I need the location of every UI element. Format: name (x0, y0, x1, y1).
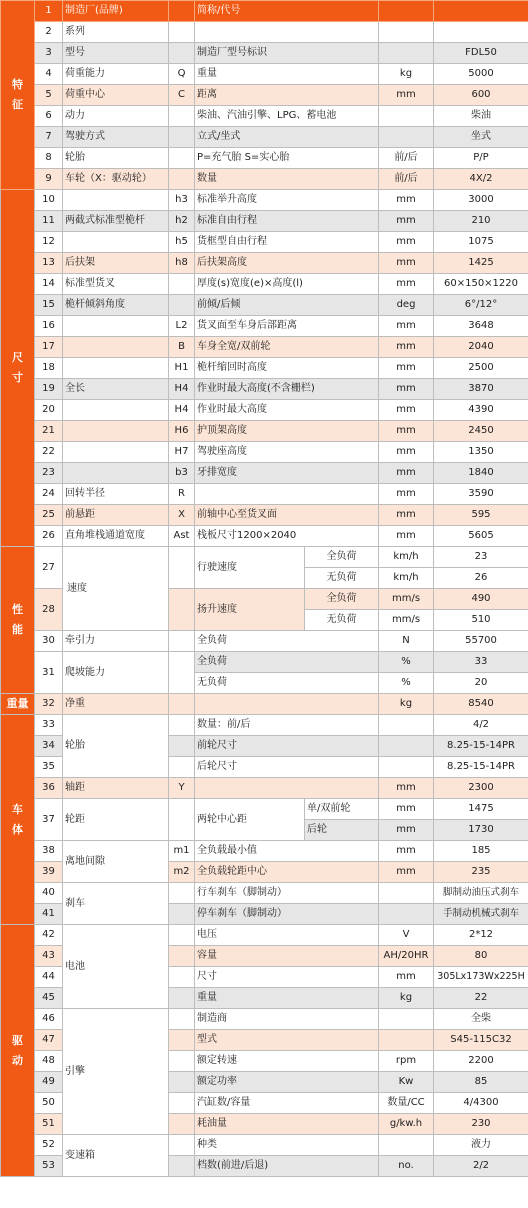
table-row: 性 能 27 速度 行驶速度 全负荷 km/h 23 (1, 547, 528, 568)
item-name: 制造厂(品牌) (63, 1, 169, 22)
table-row: 13 后扶架 h8 后扶架高度 mm 1425 (1, 253, 528, 274)
table-row: 重量 32 净重 kg 8540 (1, 694, 528, 715)
table-row: 11 两截式标准型桅杆 h2 标准自由行程 mm 210 (1, 211, 528, 232)
table-row: 15 桅杆倾斜角度 前倾/后倾 deg 6°/12° (1, 295, 528, 316)
table-row: 尺 寸 10 h3 标准举升高度 mm 3000 (1, 190, 528, 211)
table-row: 17 B 车身全宽/双前轮 mm 2040 (1, 337, 528, 358)
table-row: 21 H6 护顶架高度 mm 2450 (1, 421, 528, 442)
table-row: 24 回转半径 R mm 3590 (1, 484, 528, 505)
table-row: 38 离地间隙 m1 全负载最小值 mm 185 (1, 841, 528, 862)
table-row: 车 体 33 轮胎 数量：前/后 4/2 (1, 715, 528, 736)
table-row: 44 尺寸 mm 305Lx173Wx225H (1, 967, 528, 988)
category-drive: 驱 动 (1, 925, 35, 1177)
table-row: 28 扬升速度 全负荷 mm/s 490 (1, 589, 528, 610)
table-row: 后轮 mm 1730 (1, 820, 528, 841)
table-row: 53 档数(前进/后退) no. 2/2 (1, 1156, 528, 1177)
table-row: 46 引擎 制造商 全柴 (1, 1009, 528, 1030)
table-row: 47 型式 S45-115C32 (1, 1030, 528, 1051)
table-row: 5 荷重中心 C 距离 mm 600 (1, 85, 528, 106)
table-row: 37 轮距 两轮中心距 单/双前轮 mm 1475 (1, 799, 528, 820)
table-row: 7 驾驶方式 立式/坐式 坐式 (1, 127, 528, 148)
table-row: 无负荷 % 20 (1, 673, 528, 694)
table-row: 2 系列 (1, 22, 528, 43)
table-row (1, 1, 528, 22)
category-weight: 重量 (1, 694, 35, 715)
table-row: 8 轮胎 P=充气胎 S=实心胎 前/后 P/P (1, 148, 528, 169)
table-row: 无负荷 km/h 26 (1, 568, 528, 589)
table-row: 19 全长 H4 作业时最大高度(不含栅栏) mm 3870 (1, 379, 528, 400)
table-row: 41 停车刹车（脚制动） 手制动机械式刹车 (1, 904, 528, 925)
category-features: 特 征 (1, 1, 35, 190)
table-row: 14 标准型货叉 厚度(s)宽度(e)×高度(l) mm 60×150×1220 (1, 274, 528, 295)
table-row: 35 后轮尺寸 8.25-15-14PR (1, 757, 528, 778)
table-row: 31 爬坡能力 全负荷 % 33 (1, 652, 528, 673)
table-row: 45 重量 kg 22 (1, 988, 528, 1009)
table-row: 30 牵引力 全负荷 N 55700 (1, 631, 528, 652)
item-name: 系列 (63, 22, 169, 43)
category-dimensions: 尺 寸 (1, 190, 35, 547)
table-row: 52 变速箱 种类 液力 (1, 1135, 528, 1156)
table-row: 12 h5 货框型自由行程 mm 1075 (1, 232, 528, 253)
table-row: 16 L2 货叉面至车身后部距离 mm 3648 (1, 316, 528, 337)
table-row: 36 轴距 Y mm 2300 (1, 778, 528, 799)
table-row: 6 动力 柴油、汽油引擎、LPG、蓄电池 柴油 (1, 106, 528, 127)
row-number: 1 (35, 1, 63, 22)
table-row: 22 H7 驾驶座高度 mm 1350 (1, 442, 528, 463)
table-row: 34 前轮尺寸 8.25-15-14PR (1, 736, 528, 757)
item-desc: 简称/代号 (195, 1, 379, 22)
table-row: 40 刹车 行车刹车（脚制动） 脚制动油压式刹车 (1, 883, 528, 904)
table-row: 无负荷 mm/s 510 (1, 610, 528, 631)
table-row: 50 汽缸数/容量 数量/CC 4/4300 (1, 1093, 528, 1114)
category-chassis: 车 体 (1, 715, 35, 925)
table-row: 25 前悬距 X 前轴中心至货叉面 mm 595 (1, 505, 528, 526)
table-row: 18 H1 桅杆缩回时高度 mm 2500 (1, 358, 528, 379)
table-row: 39 m2 全负载轮距中心 mm 235 (1, 862, 528, 883)
item-value: FDL50 (434, 43, 528, 64)
table-row: 43 容量 AH/20HR 80 (1, 946, 528, 967)
table-row: 51 耗油量 g/kw.h 230 (1, 1114, 528, 1135)
table-row: 48 额定转速 rpm 2200 (1, 1051, 528, 1072)
table-row: 3 型号 制造厂型号标识 FDL50 (1, 43, 528, 64)
table-row: 9 车轮（X：驱动轮） 数量 前/后 4X/2 (1, 169, 528, 190)
table-row: 驱 动 42 电池 电压 V 2*12 (1, 925, 528, 946)
table-row: 20 H4 作业时最大高度 mm 4390 (1, 400, 528, 421)
table-row: 4 荷重能力 Q 重量 kg 5000 (1, 64, 528, 85)
table-row: 49 额定功率 Kw 85 (1, 1072, 528, 1093)
table-row: 23 b3 牙排宽度 mm 1840 (1, 463, 528, 484)
table-row: 26 直角堆栈通道宽度 Ast 栈板尺寸1200×2040 mm 5605 (1, 526, 528, 547)
category-performance: 性 能 (1, 547, 35, 694)
